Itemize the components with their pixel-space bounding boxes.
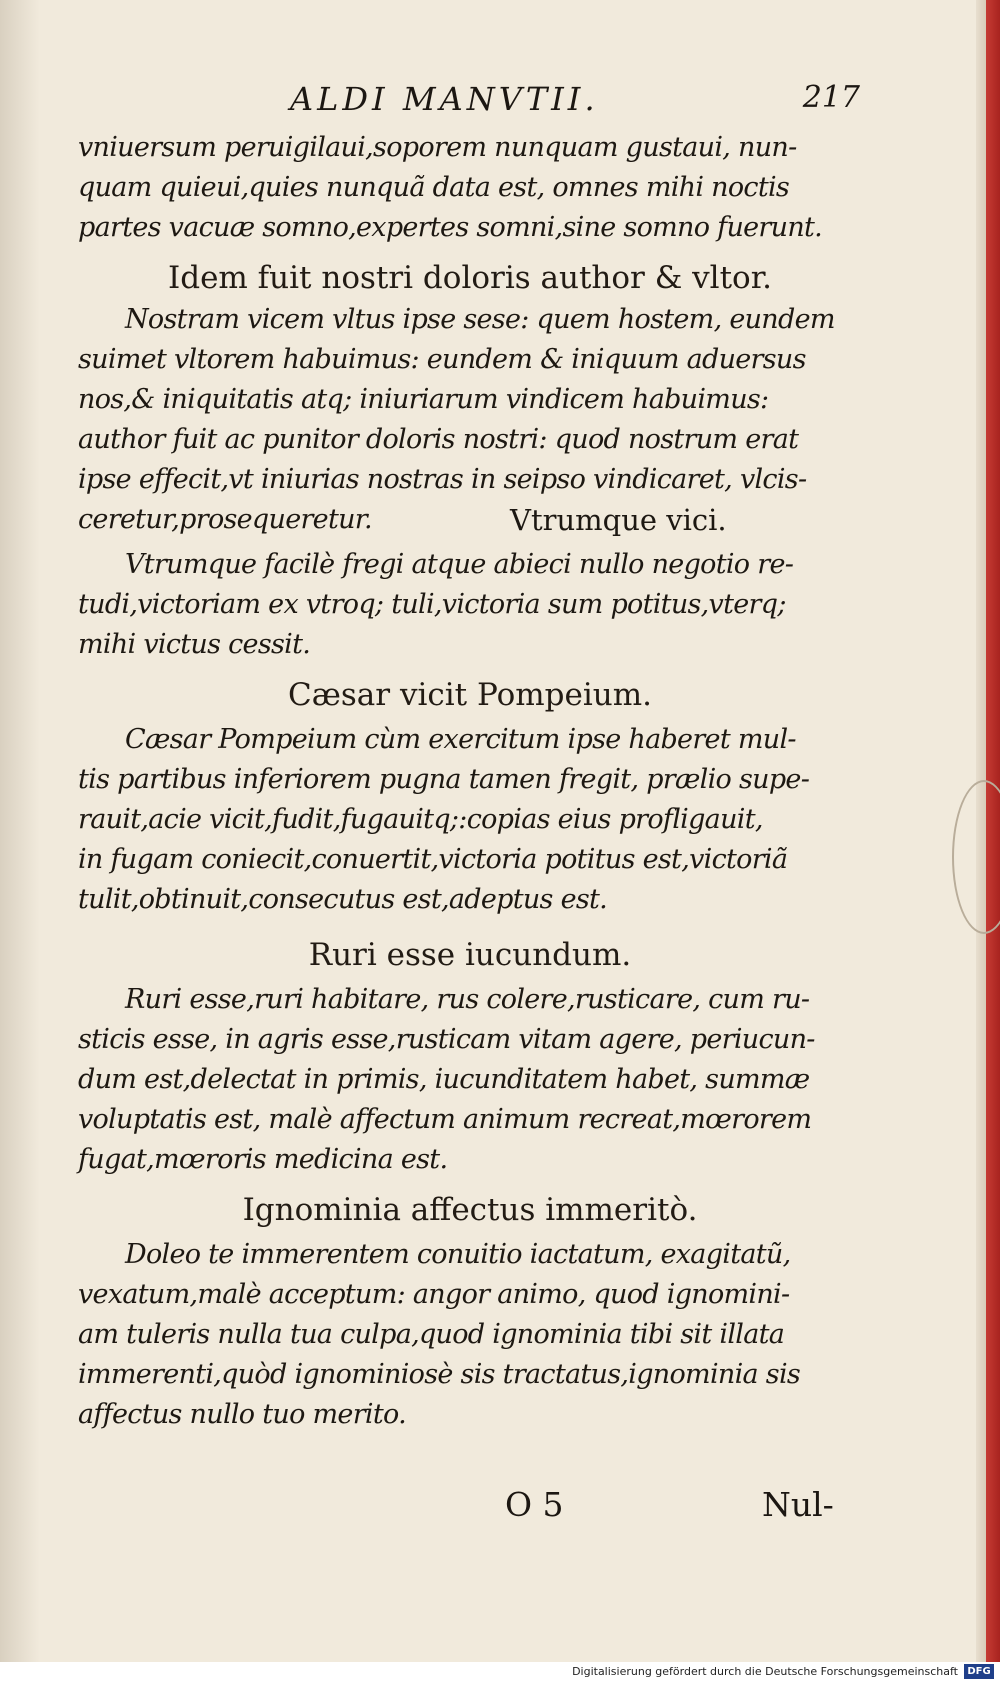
running-head: ALDI MANVTII. [290,80,599,118]
text-line: tis partibus inferiorem pugna tamen fregit, prælio supe- [78,764,810,795]
clasp-mark [952,780,1000,934]
text-line: nos,& iniquitatis atq; iniuriarum vindicem habuimus: [78,384,769,415]
text-line: tudi,victoriam ex vtroq; tuli,victoria sum potitus,vterq; [78,589,786,620]
text-line: ipse effecit,vt iniurias nostras in seipso vindicaret, vlcis- [78,464,807,495]
text-line: immerenti,quòd ignominiosè sis tractatus,ignominia sis [78,1359,801,1390]
text-line: Vtrumque facilè fregi atque abieci nullo negotio re- [125,549,794,580]
text-line: vniuersum peruigilaui,soporem nunquam gustaui, nun- [78,132,797,163]
text-line: quam quieui,quies nunquã data est, omnes mihi noctis [78,172,790,203]
section-heading: Cæsar vicit Pompeium. [288,677,652,713]
text-line: suimet vltorem habuimus: eundem & iniquum aduersus [78,344,806,375]
text-line: rauit,acie vicit,fudit,fugauitq;:copias eius profligauit, [78,804,763,835]
text-line: Ruri esse,ruri habitare, rus colere,rusticare, cum ru- [125,984,810,1015]
text-line: ceretur,prosequeretur. [78,504,372,535]
text-line: fugat,mœroris medicina est. [78,1144,448,1175]
section-heading: Ruri esse iucundum. [308,937,632,973]
text-line: sticis esse, in agris esse,rusticam vitam agere, periucun- [78,1024,815,1055]
text-line: tulit,obtinuit,consecutus est,adeptus est. [78,884,608,915]
section-heading: Idem fuit nostri doloris author & vltor. [168,260,772,296]
page-number: 217 [802,80,860,115]
dfg-logo: DFG [964,1664,994,1679]
text-line: am tuleris nulla tua culpa,quod ignominia tibi sit illata [78,1319,785,1350]
text-line: voluptatis est, malè affectum animum recreat,mœrorem [78,1104,812,1135]
page-header [80,80,860,130]
text-line: dum est,delectat in primis, iucunditatem habet, summæ [78,1064,810,1095]
section-heading: Ignominia affectus immeritò. [242,1192,698,1228]
text-line: Cæsar Pompeium cùm exercitum ipse haberet mul- [125,724,796,755]
footer-credit: Digitalisierung gefördert durch die Deutsche Forschungsgemeinschaft [572,1665,958,1678]
binding-shadow [0,0,40,1662]
catchword: Nul- [762,1485,834,1524]
text-line: Nostram vicem vltus ipse sese: quem hostem, eundem [125,304,835,335]
text-line: mihi victus cessit. [78,629,311,660]
text-line: vexatum,malè acceptum: angor animo, quod ignomini- [78,1279,790,1310]
text-line: affectus nullo tuo merito. [78,1399,406,1430]
text-line: in fugam coniecit,conuertit,victoria potitus est,victoriã [78,844,788,875]
text-line: partes vacuæ somno,expertes somni,sine somno fuerunt. [78,212,823,243]
text-line: author fuit ac punitor doloris nostri: quod nostrum erat [78,424,799,455]
section-heading: Vtrumque vici. [510,503,727,537]
text-line: Doleo te immerentem conuitio iactatum, exagitatũ, [125,1239,791,1270]
signature-mark: O 5 [505,1485,564,1524]
